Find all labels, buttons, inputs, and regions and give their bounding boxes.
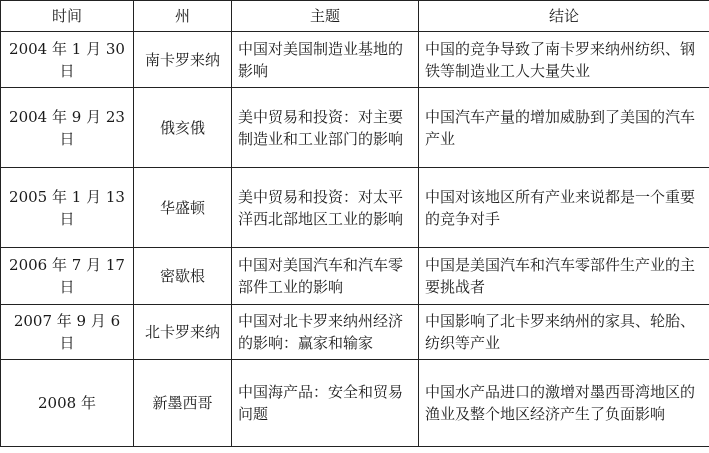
- table-row: [1, 360, 709, 447]
- table-row: [1, 32, 709, 88]
- table-row: [1, 168, 709, 248]
- cell-conclusion: 中国的竞争导致了南卡罗来纳州纺织、钢铁等制造业工人大量失业: [419, 32, 709, 88]
- header-conclusion: 结论: [419, 1, 709, 32]
- cell-conclusion: 中国水产品进口的激增对墨西哥湾地区的渔业及整个地区经济产生了负面影响: [419, 360, 709, 447]
- cell-state: 密歇根: [134, 248, 232, 305]
- cell-state: 新墨西哥: [134, 360, 232, 447]
- cell-state: 俄亥俄: [134, 88, 232, 168]
- cell-time: 2006 年 7 月 17 日: [1, 248, 134, 305]
- cell-conclusion: 中国影响了北卡罗来纳州的家具、轮胎、纺织等产业: [419, 305, 709, 360]
- cell-time: 2004 年 9 月 23 日: [1, 88, 134, 168]
- cell-topic: 中国对美国制造业基地的影响: [232, 32, 419, 88]
- table-row: [1, 88, 709, 168]
- table-row: [1, 248, 709, 305]
- header-row: [1, 1, 709, 32]
- cell-topic: 中国对北卡罗来纳州经济的影响：赢家和输家: [232, 305, 419, 360]
- cell-topic: 美中贸易和投资：对太平洋西北部地区工业的影响: [232, 168, 419, 248]
- table-row: [1, 305, 709, 360]
- cell-state: 北卡罗来纳: [134, 305, 232, 360]
- cell-conclusion: 中国是美国汽车和汽车零部件生产业的主要挑战者: [419, 248, 709, 305]
- cell-conclusion: 中国对该地区所有产业来说都是一个重要的竞争对手: [419, 168, 709, 248]
- cell-state: 华盛顿: [134, 168, 232, 248]
- cell-topic: 中国对美国汽车和汽车零部件工业的影响: [232, 248, 419, 305]
- cell-state: 南卡罗来纳: [134, 32, 232, 88]
- cell-topic: 美中贸易和投资：对主要制造业和工业部门的影响: [232, 88, 419, 168]
- header-topic: 主题: [232, 1, 419, 32]
- cell-time: 2005 年 1 月 13 日: [1, 168, 134, 248]
- header-state: 州: [134, 1, 232, 32]
- header-time: 时间: [1, 1, 134, 32]
- cell-time: 2004 年 1 月 30 日: [1, 32, 134, 88]
- cell-time: 2007 年 9 月 6 日: [1, 305, 134, 360]
- cell-topic: 中国海产品：安全和贸易问题: [232, 360, 419, 447]
- cell-time: 2008 年: [1, 360, 134, 447]
- cell-conclusion: 中国汽车产量的增加威胁到了美国的汽车产业: [419, 88, 709, 168]
